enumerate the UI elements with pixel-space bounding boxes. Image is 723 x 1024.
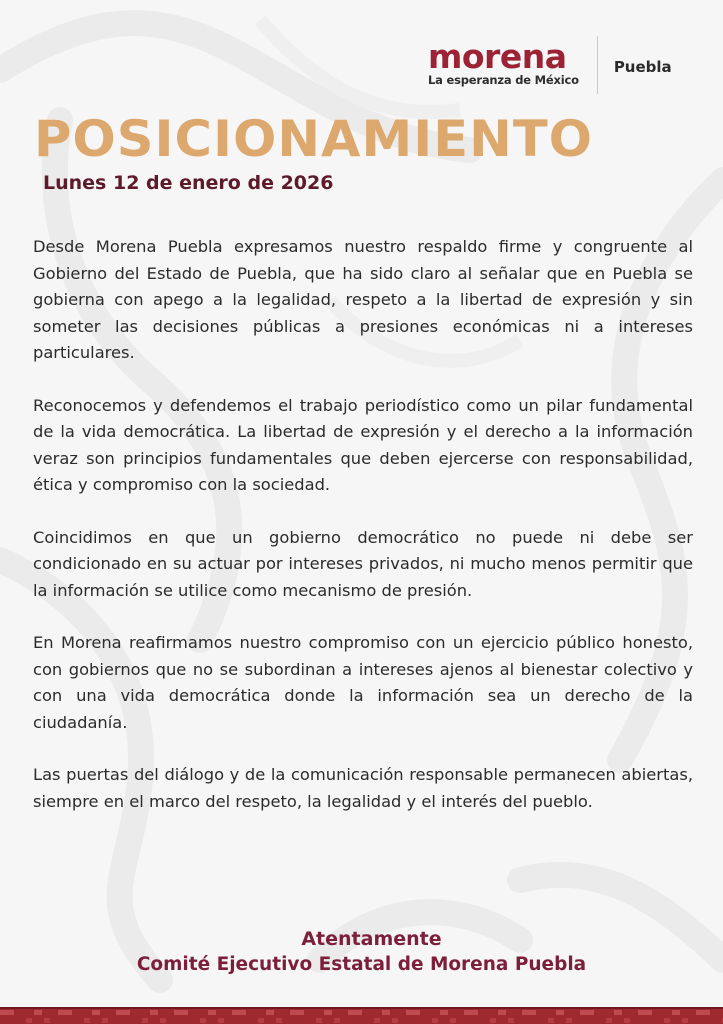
logo-tagline: La esperanza de México [428,73,579,87]
document-title: POSICIONAMIENTO [34,110,594,168]
signature-closing: Atentamente [301,928,442,950]
document-body [33,234,693,841]
signature-signer: Comité Ejecutivo Estatal de Morena Puebla [136,954,587,975]
footer-decorative-band [0,1007,723,1024]
paragraph-1: Desde Morena Puebla expresamos nuestro respaldo firme y congruente al Gobierno del Estado de Puebla, que ha sido claro al señalar que en Puebla se gobierna con apego a la legalidad, respeto a la libertad de expresión y sin someter las decisiones públicas a presiones económicas ni a intereses particulares. [33,237,693,362]
logo-region: Puebla [613,58,672,76]
paragraph-4: En Morena reafirmamos nuestro compromiso con un ejercicio público honesto, con gobiernos que no se subordinan a intereses ajenos al bienestar colectivo y con una vida democrática donde la información sea un derecho de la ciudadanía. [33,633,693,732]
paragraph-3: Coincidimos en que un gobierno democrático no puede ni debe ser condicionado en su actuar por intereses privados, ni mucho menos permitir que la información se utilice como mecanismo de presión. [33,527,693,600]
footer-pattern [0,1009,723,1024]
paragraph-2: Reconocemos y defendemos el trabajo periodístico como un pilar fundamental de la vida democrática. La libertad de expresión y el derecho a la información veraz son principios fundamentales que deben ejercerse con responsabilidad, ética y compromiso con la sociedad. [33,395,693,494]
paragraph-5: Las puertas del diálogo y de la comunicación responsable permanecen abiertas, siempre en el marco del respeto, la legalidad y el interés del pueblo. [33,765,693,811]
logo-word: morena [428,37,567,76]
morena-logo [428,37,672,94]
signature-block [0,926,723,978]
document-date: Lunes 12 de enero de 2026 [43,172,334,194]
logo-divider [597,36,598,94]
logo-wordmark [428,37,579,87]
